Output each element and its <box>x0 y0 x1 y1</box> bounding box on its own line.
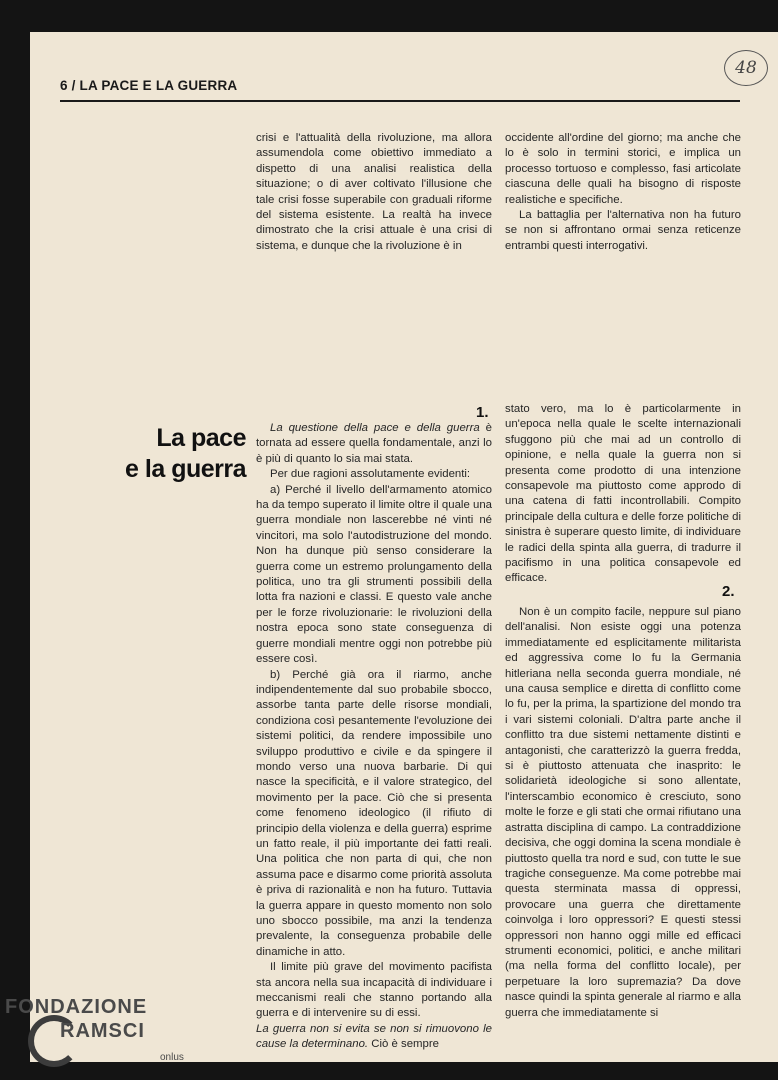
section-1-column <box>256 421 492 1053</box>
section-1-lead: è tornata ad essere quella fondamentale, anzi lo è più di quanto lo sia mai stata. <box>256 422 492 465</box>
section-2-number: 2. <box>722 583 735 600</box>
watermark-text: onlus <box>160 1052 184 1063</box>
watermark-text: FONDAZIONE <box>5 996 148 1018</box>
article-title <box>100 423 246 485</box>
section-1-number: 1. <box>476 404 489 421</box>
section-1-closing-italic: La guerra non si evita se non si rimuovono le cause la determinano. <box>256 1022 492 1051</box>
article-title-line1: La pace <box>156 424 246 452</box>
paragraph: a) Perché il livello dell'armamento atomico ha da tempo superato il limite oltre il quale una guerra mondiale non lascerebbe né vinti né vincitori, ma solo l'autodistruzione del mondo. Non ha dunque più senso considerare la guerra come un estremo prolungamento della politica, uno tra gli strumenti possibili della lotta fra nazioni e classi. E questo vale anche per le forze rivoluzionarie: le rivoluzioni della nostra epoca sono state conseguenza di guerre mondiali mentre oggi non potrebbe più essere così. <box>256 483 492 666</box>
paragraph: b) Perché già ora il riarmo, anche indipendentemente dal suo probabile sbocco, assorbe tanta parte delle risorse mondiali, condiziona così pesantemente l'evoluzione dei sistemi politici, da rendere impossibile uno sviluppo produttivo e civile e da spingere il mondo verso una nuova barbarie. Di qui nasce la specificità, e il valore strategico, del movimento per la pace. Ciò che si presenta come fenomeno ideologico (il rifiuto di principio della violenza e della guerra) esprime un fatto reale, il più importante dei fatti reali. Una politica che non parta di qui, che non assuma pace e disarmo come priorità assoluta è priva di razionalità e non ha futuro. Tuttavia la guerra appare in questo momento non solo uno sbocco possibile, ma anzi la tendenza prevalente, la conseguenza probabile delle dinamiche in atto. <box>256 668 492 958</box>
paragraph: Non è un compito facile, neppure sul piano dell'analisi. Non esiste oggi una potenza immediatamente ed esplicitamente militarista ed aggressiva come lo fu la Germania hitleriana nella seconda guerra mondiale, né una causa semplice e diretta di conflitto come lo fu, per la prima, la spartizione del mondo tra i vari sistemi coloniali. D'altra parte anche il conflitto tra due sistemi nettamente distinti e antagonisti, che caratterizzò la guerra fredda, si è piuttosto attenuata che inasprito: le solidarietà ideologiche si sono allentate, l'interscambio economico è cresciuto, sono molte le forze e gli stati che ormai rifiutano una astratta disciplina di campo. La contraddizione decisiva, che oggi domina la scena mondiale è piuttosto quella tra nord e sud, con tutte le sue tragiche conseguenze. Ma come potrebbe mai questa sterminata massa di oppressi, provocare una guerra che direttamente coinvolga i loro oppressori? E questi stessi oppressori non hanno oggi mille ed efficaci strumenti economici, politici, e anche militari (ma nella forma del conflitto locale), per perpetuare la loro supremazia? Da dove nasce quindi la spinta generale al riarmo e alla guerra che immediatamente si <box>505 606 741 1019</box>
header-rule <box>60 100 740 102</box>
top-left-column <box>256 131 492 254</box>
top-right-column <box>505 131 741 254</box>
paragraph: crisi e l'attualità della rivoluzione, ma allora assumendola come obiettivo immediato a dispetto di una analisi realistica della situazione; o di aver coltivato l'illusione che tale crisi fosse superabile con graduali riforme del sistema esistente. La realtà ha invece dimostrato che la crisi attuale è una crisi di sistema, e dunque che la rivoluzione è in <box>256 132 492 252</box>
paragraph: La battaglia per l'alternativa non ha futuro se non si affrontano ormai senza reticenze entrambi questi interrogativi. <box>505 209 741 252</box>
paragraph: Il limite più grave del movimento pacifista sta ancora nella sua incapacità di individuare i meccanismi reali che stanno portando alla guerra e di intervenire su di essi. <box>256 961 492 1020</box>
running-header: 6 / LA PACE E LA GUERRA <box>60 78 238 93</box>
section-1-closing: Ciò è sempre <box>368 1038 439 1051</box>
section-1-lead-italic: La questione della pace e della guerra <box>270 422 480 434</box>
paragraph: occidente all'ordine del giorno; ma anche che lo è solo in termini storici, e implica un processo tortuoso e complesso, fasi articolate ciascuna delle quali ha bisogno di risposte realistiche e specifiche. <box>505 132 741 206</box>
section-2-column <box>505 605 741 1021</box>
section-1-continued-column <box>505 402 741 587</box>
handwritten-page-number: 48 <box>724 50 768 86</box>
paragraph: Per due ragioni assolutamente evidenti: <box>270 468 471 481</box>
article-title-line2: e la guerra <box>125 455 246 483</box>
watermark-text: RAMSCI <box>60 1020 145 1042</box>
paragraph: stato vero, ma lo è particolarmente in un'epoca nella quale le scelte internazionali sfuggono più che mai ad un controllo di opinione, e nella quale la guerra non si presenta come prodotto di una intenzione consapevole ma piuttosto come approdo di una catena di fatti incontrollabili. Compito principale della cultura e delle forze politiche di sinistra è superare questo limite, di individuare le radici della spinta alla guerra, di tradurre il pacifismo in una politica consapevole ed efficace. <box>505 403 741 585</box>
